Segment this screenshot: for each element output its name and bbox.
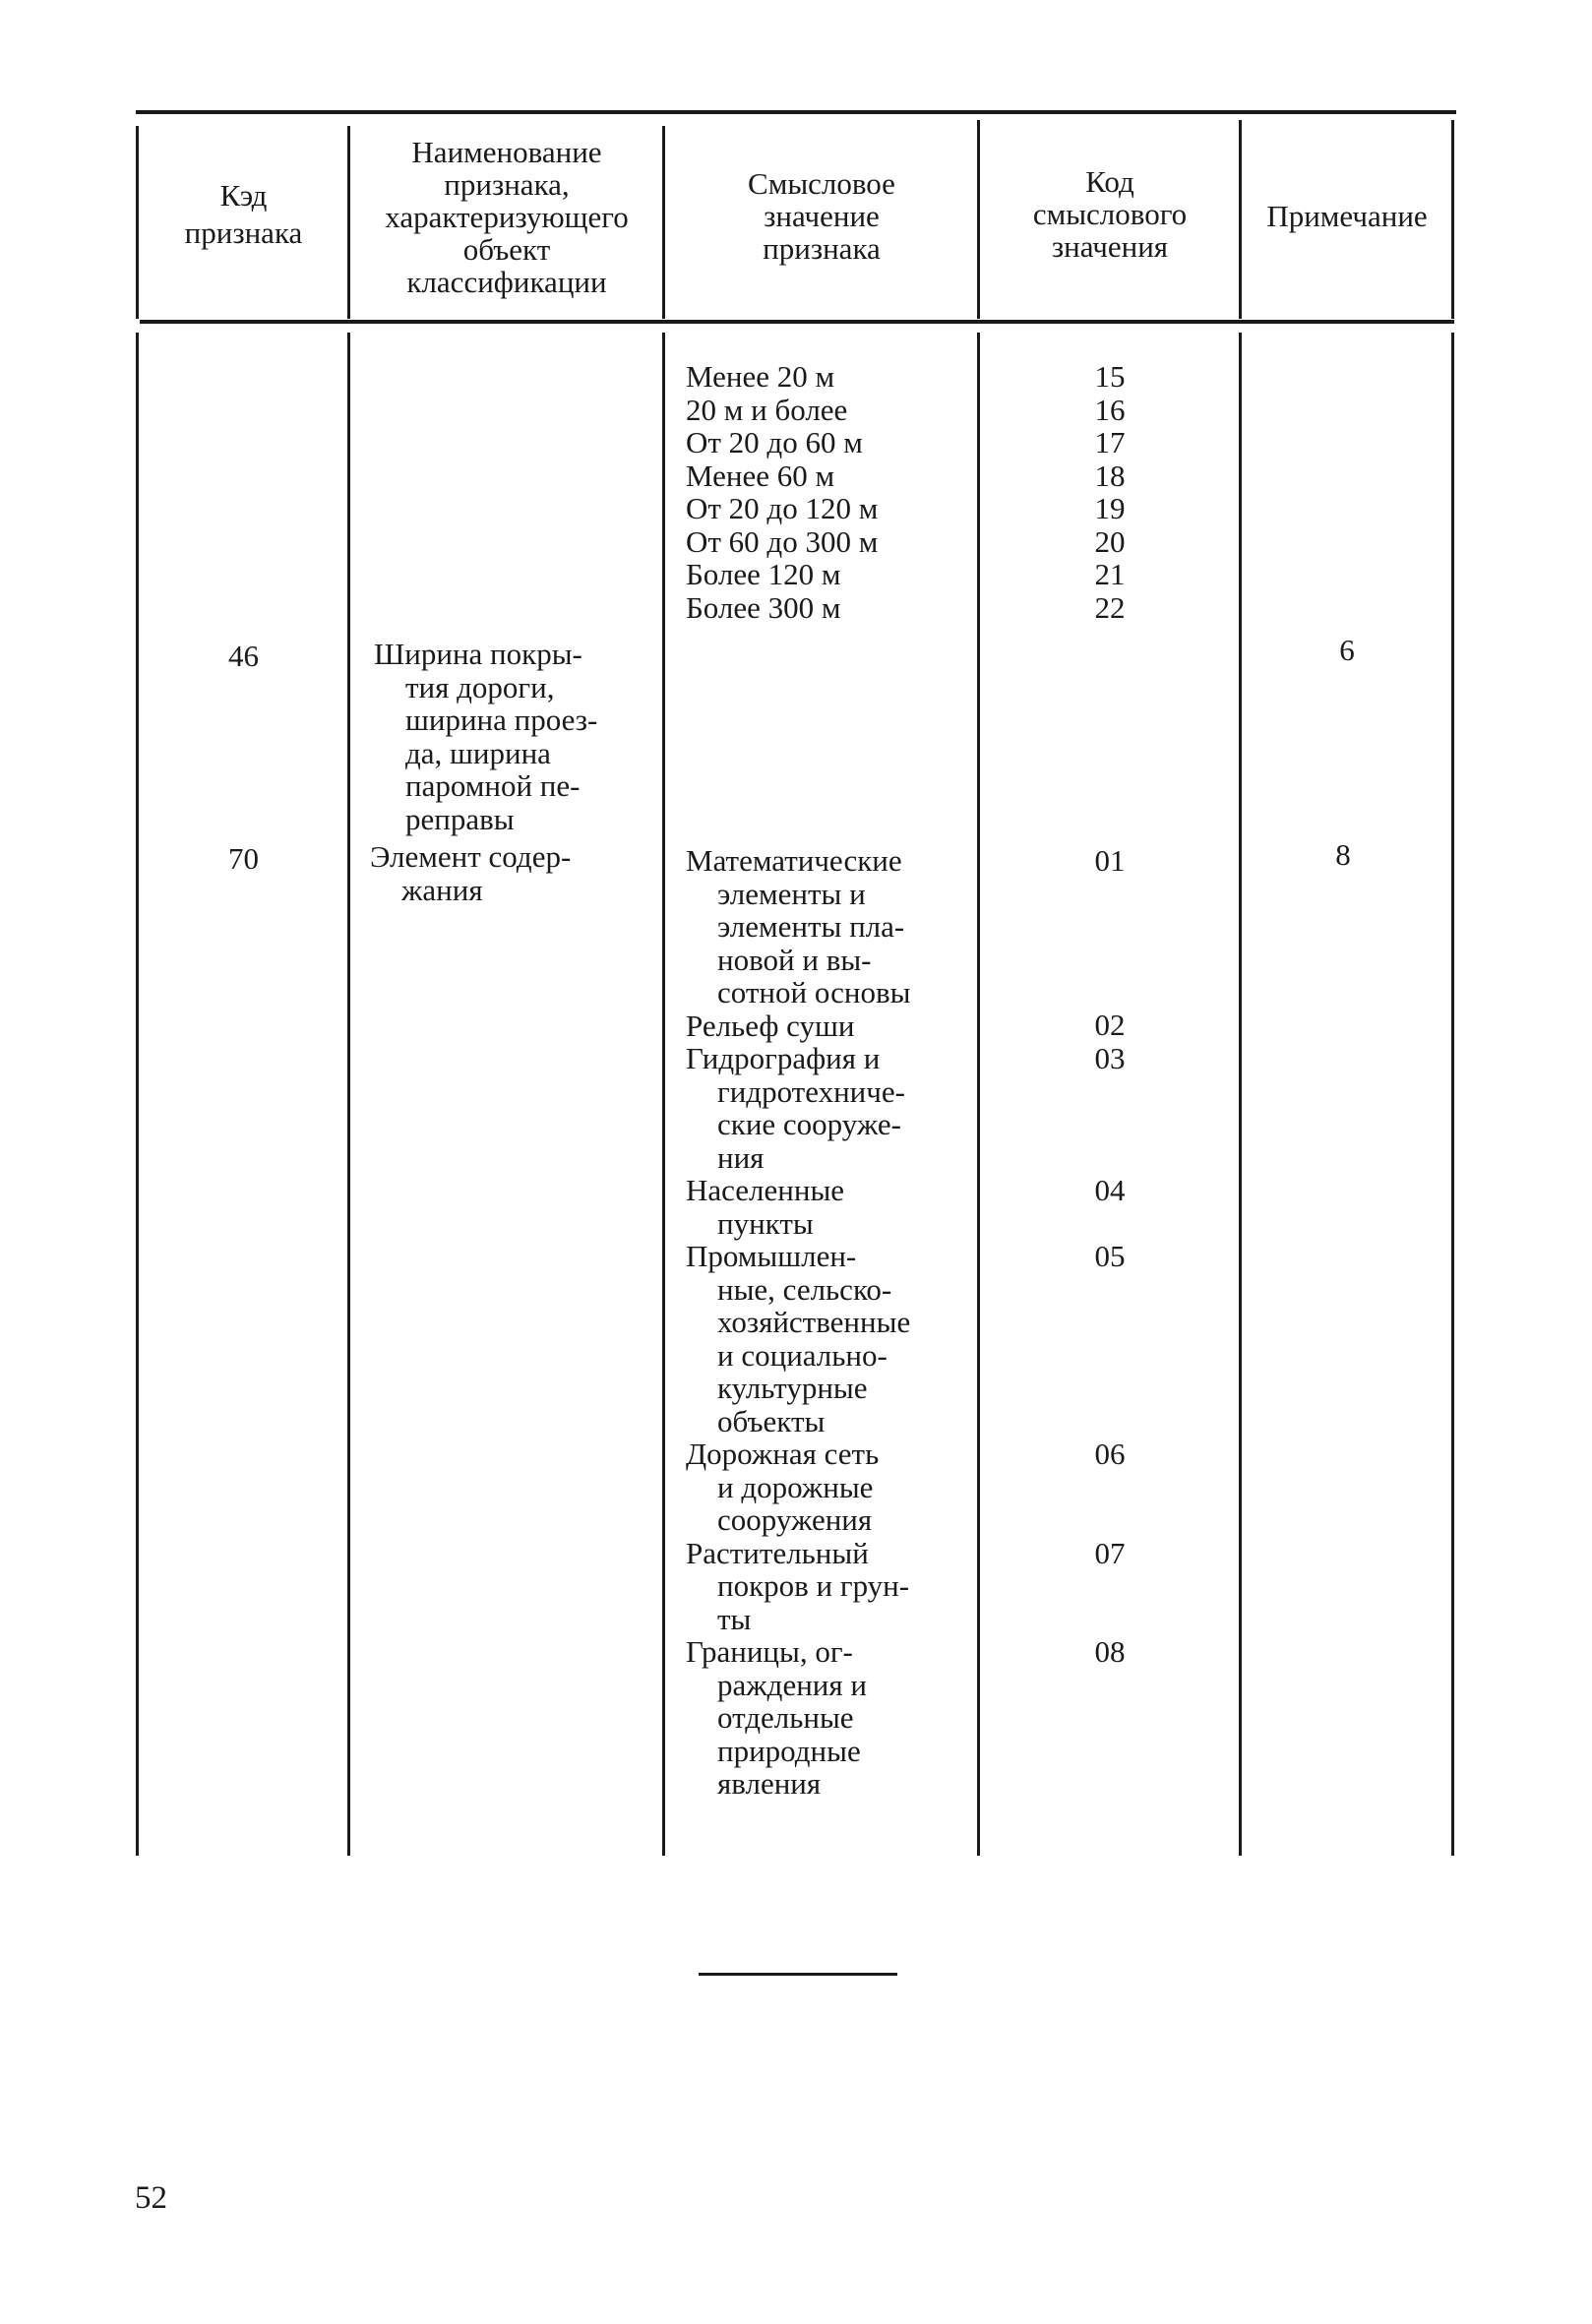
continued-codes bbox=[981, 360, 1239, 624]
list-item: Более 300 м bbox=[686, 589, 841, 625]
row70-name: Элемент содер- жания bbox=[370, 839, 572, 907]
header-col-line-2 bbox=[662, 126, 665, 319]
list-item: Менее 20 м bbox=[686, 359, 835, 394]
end-rule bbox=[699, 1973, 897, 1976]
list-item: 20 м и более bbox=[686, 392, 848, 427]
list-item: 22 bbox=[1094, 589, 1126, 625]
list-item: 18 bbox=[1094, 458, 1126, 493]
row70-code-05: 05 bbox=[1094, 1239, 1126, 1273]
list-item: 17 bbox=[1094, 425, 1126, 459]
list-item: Более 120 м bbox=[686, 557, 841, 591]
continued-meanings bbox=[686, 360, 971, 624]
header-meaning: Смысловое значение признака bbox=[748, 166, 895, 266]
table-top-rule bbox=[136, 110, 1456, 114]
row46-note: 6 bbox=[1339, 633, 1355, 667]
header-col-line-3 bbox=[977, 120, 980, 319]
header-meaning-code: Код смыслового значения bbox=[1032, 164, 1188, 264]
list-item: Математические элементы и элементы пла- новой и вы- сотной основы bbox=[686, 843, 911, 1009]
list-item: 19 bbox=[1094, 491, 1126, 525]
list-item: От 20 до 60 м bbox=[686, 425, 863, 459]
row70-meanings bbox=[686, 844, 971, 1801]
row70-code-03: 03 bbox=[1094, 1041, 1126, 1075]
body-col-line-0 bbox=[136, 333, 139, 1856]
row46-code: 46 bbox=[228, 639, 259, 673]
list-item: Населенные пункты bbox=[686, 1173, 845, 1241]
header-col-line-5 bbox=[1451, 120, 1454, 319]
body-col-line-3 bbox=[977, 333, 980, 1856]
page-number: 52 bbox=[135, 2180, 167, 2216]
row70-code-01: 01 bbox=[1094, 843, 1126, 878]
list-item: Границы, ог- раждения и отдельные природные явления bbox=[686, 1634, 867, 1801]
header-note: Примечание bbox=[1266, 199, 1428, 233]
row70-code-02: 02 bbox=[1094, 1008, 1126, 1042]
list-item: От 60 до 300 м bbox=[686, 523, 879, 559]
list-item: 16 bbox=[1094, 392, 1126, 427]
list-item: Промышлен- ные, сельско- хозяйственные и социально- культурные объекты bbox=[686, 1239, 911, 1438]
body-col-line-2 bbox=[662, 333, 665, 1856]
header-col-line-4 bbox=[1239, 120, 1242, 319]
body-col-line-5 bbox=[1451, 333, 1454, 1856]
header-bottom-rule bbox=[140, 320, 1454, 324]
list-item: 21 bbox=[1094, 557, 1126, 591]
list-item: Растительный покров и грун- ты bbox=[686, 1535, 910, 1636]
row70-code-06: 06 bbox=[1094, 1437, 1126, 1471]
header-col-line-0 bbox=[136, 126, 139, 319]
list-item: Менее 60 м bbox=[686, 458, 835, 493]
list-item: Дорожная сеть и дорожные сооружения bbox=[686, 1437, 880, 1537]
list-item: Гидрография и гидротехниче- ские сооруже- ния bbox=[686, 1041, 905, 1175]
list-item: Рельеф суши bbox=[686, 1008, 855, 1043]
list-item: От 20 до 120 м bbox=[686, 491, 879, 525]
list-item: 20 bbox=[1094, 523, 1126, 559]
row70-code-08: 08 bbox=[1094, 1634, 1126, 1669]
header-col-line-1 bbox=[347, 126, 350, 319]
header-code: Кэд признака bbox=[184, 178, 303, 250]
row70-code: 70 bbox=[228, 841, 259, 876]
row70-note: 8 bbox=[1335, 837, 1351, 872]
row70-code-07: 07 bbox=[1094, 1536, 1126, 1570]
body-col-line-4 bbox=[1239, 333, 1242, 1856]
list-item: 15 bbox=[1094, 359, 1126, 394]
row70-code-04: 04 bbox=[1094, 1173, 1126, 1207]
header-name: Наименование признака, характеризующего объект классификации bbox=[385, 135, 629, 299]
body-col-line-1 bbox=[347, 333, 350, 1856]
row46-name: Ширина покры- тия дороги, ширина проез- да, ширина паромной пе- реправы bbox=[374, 637, 598, 836]
